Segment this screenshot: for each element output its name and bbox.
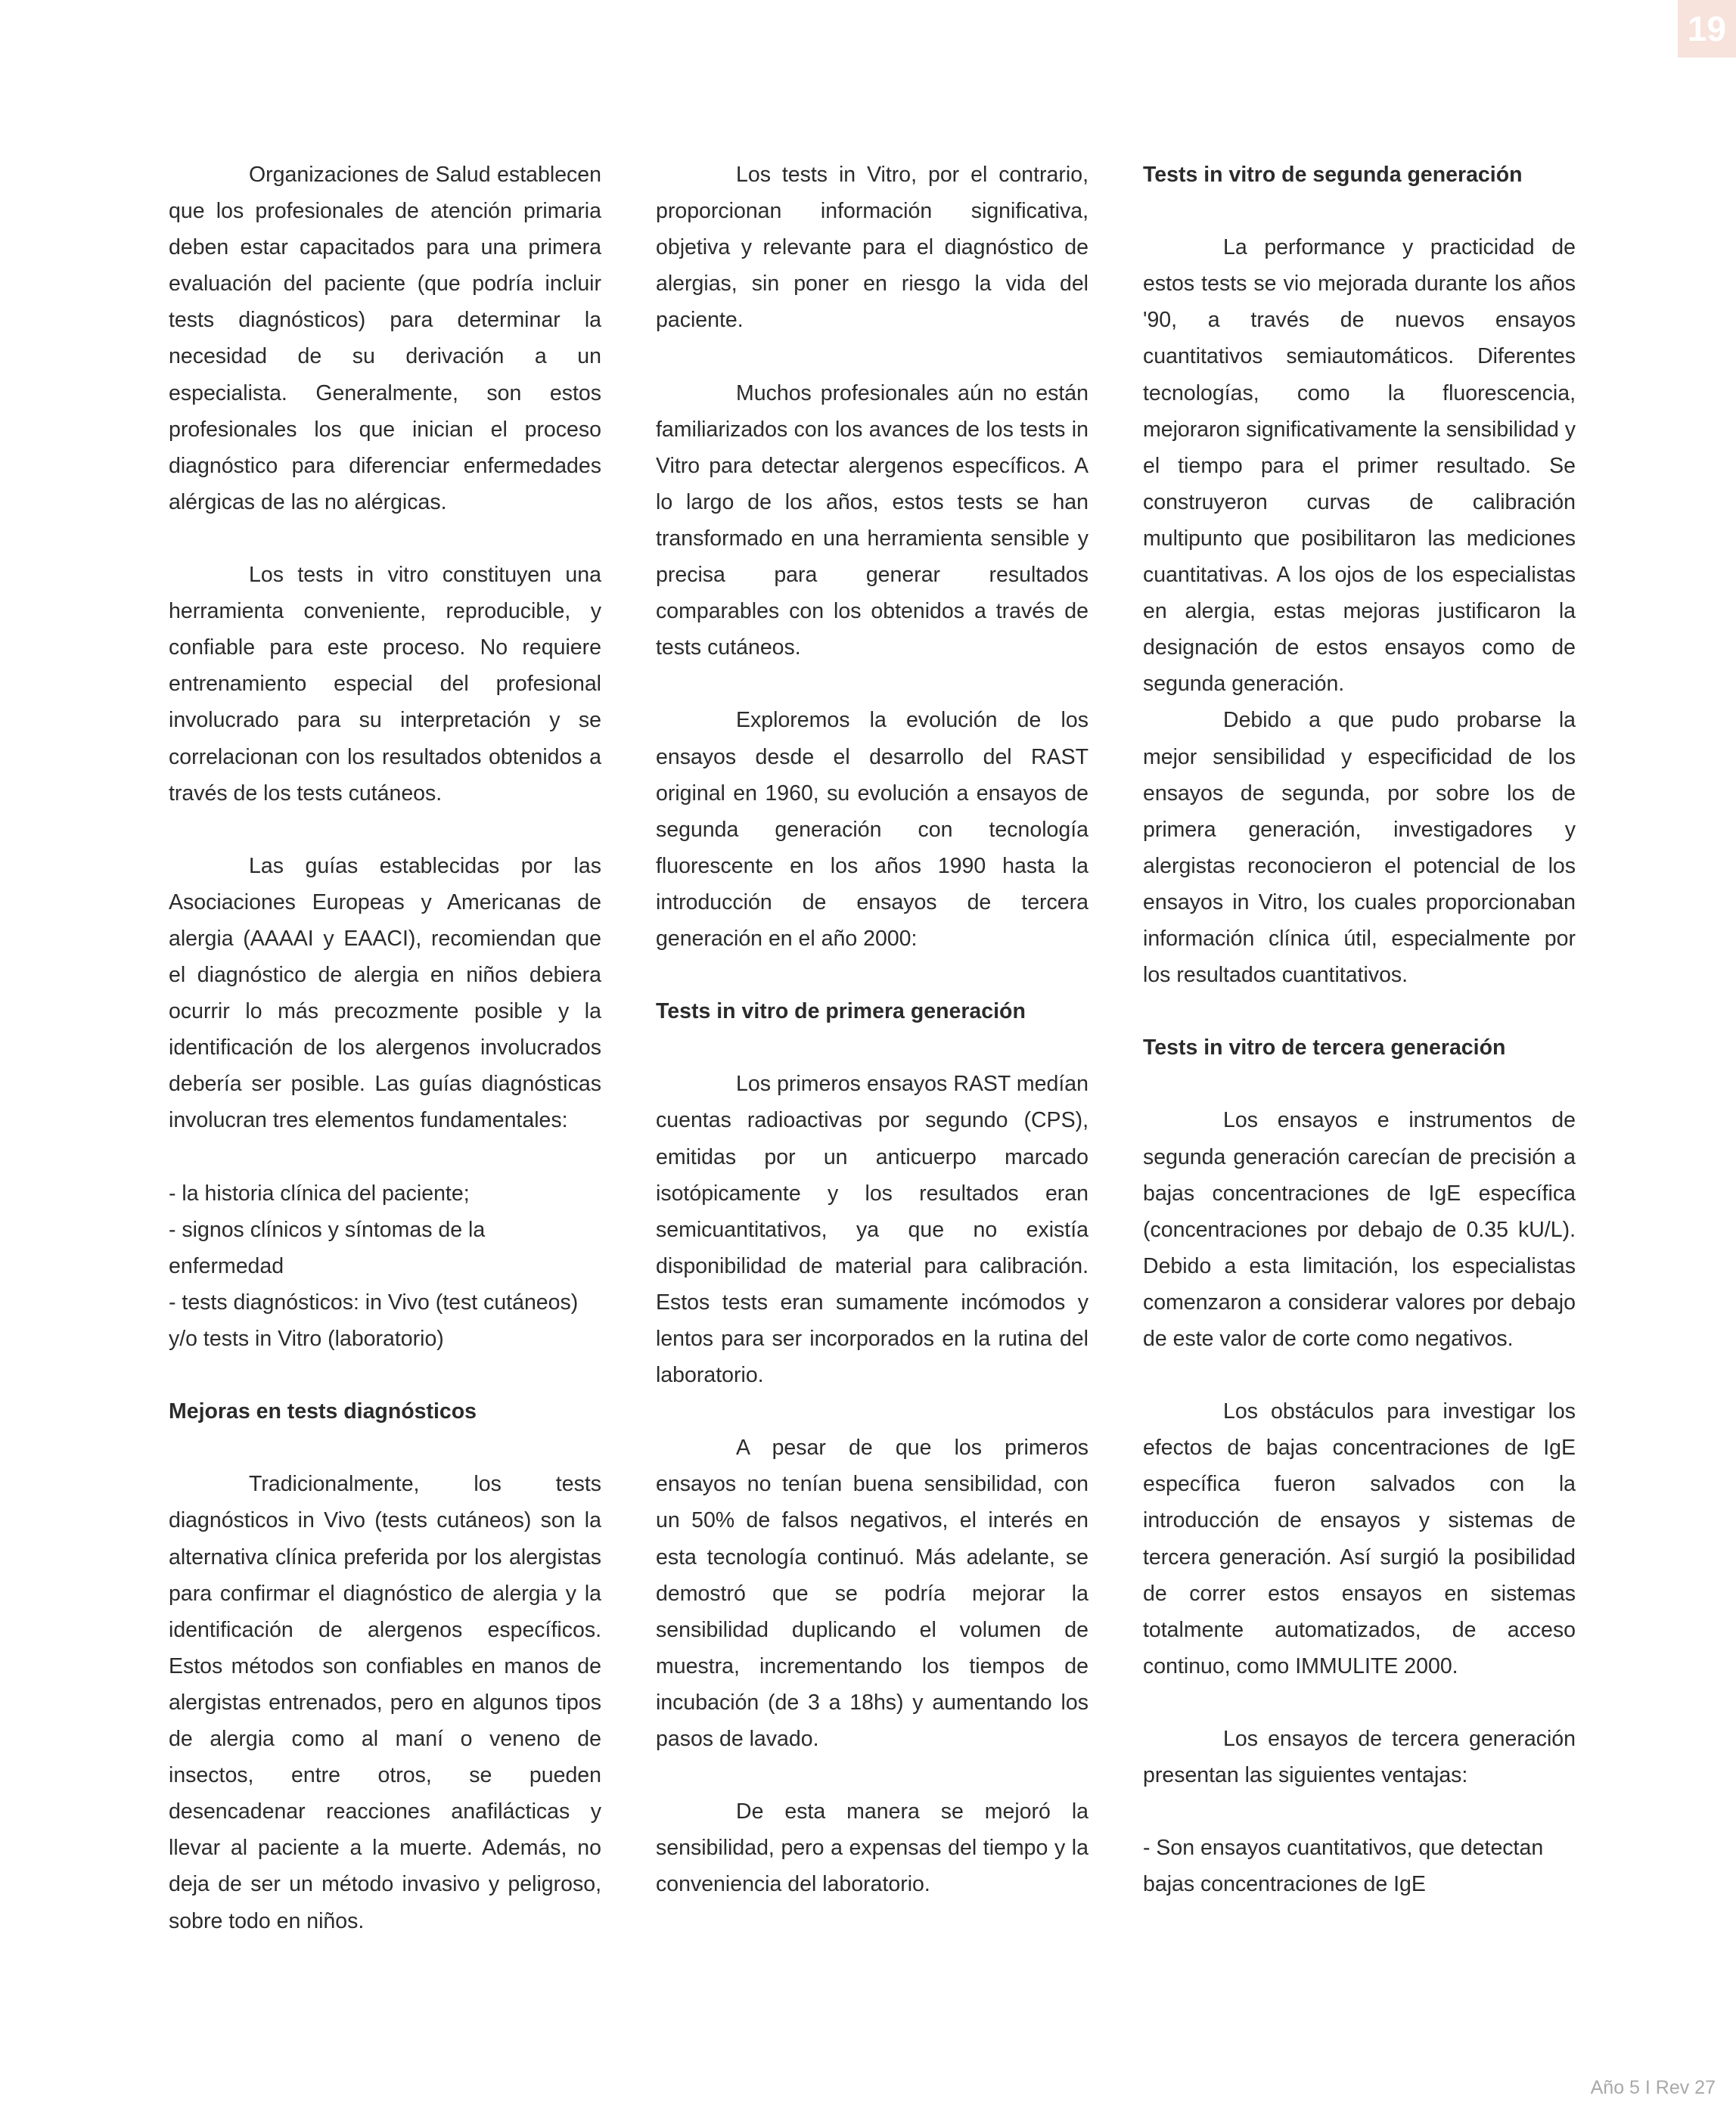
text-column-middle bbox=[656, 157, 1088, 1903]
paragraph: Las guías establecidas por las Asociaciones Europeas y Americanas de alergia (AAAAI y EAACI), recomiendan que el diagnóstico de alergia en niños debiera ocurrir lo más precozmente posible y la identificación de los alergenos involucrados debería ser posible. Las guías diagnósticas involucran tres elementos fundamentales: bbox=[169, 853, 601, 1133]
paragraph: Los ensayos de tercera generación presentan las siguientes ventajas: bbox=[1143, 1727, 1576, 1788]
paragraph: Los ensayos e instrumentos de segunda generación carecían de precisión a bajas concentraciones de IgE específica (concentraciones por debajo de 0.35 kU/L). Debido a esta limitación, los especialistas comenzaron a considerar valores por debajo de este valor de corte como negativos. bbox=[1143, 1108, 1576, 1351]
paragraph: Muchos profesionales aún no están familiarizados con los avances de los tests in Vitro para detectar alergenos específicos. A lo largo de los años, estos tests se han transformado en una herramienta sensible y precisa para generar resultados comparables con los obtenidos a través de tests cutáneos. bbox=[656, 380, 1088, 660]
paragraph: Los obstáculos para investigar los efectos de bajas concentraciones de IgE específica fueron salvados con la introducción de ensayos y sistemas de tercera generación. Así surgió la posibilidad de correr estos ensayos en sistemas totalmente automatizados, de acceso continuo, como IMMULITE 2000. bbox=[1143, 1399, 1576, 1678]
paragraph: Los tests in Vitro, por el contrario, proporcionan información significativa, objetiva y relevante para el diagnóstico de alergias, sin poner en riesgo la vida del paciente. bbox=[656, 163, 1088, 333]
list-item: - signos clínicos y síntomas de la enfermedad bbox=[169, 1217, 486, 1278]
paragraph: Organizaciones de Salud establecen que los profesionales de atención primaria deben estar capacitados para una primera evaluación del paciente (que podría incluir tests diagnósticos) para determinar la necesidad de su derivación a un especialista. Generalmente, son estos profesionales los que inician el proceso diagnóstico para diferenciar enfermedades alérgicas de las no alérgicas. bbox=[169, 163, 601, 514]
paragraph: Los primeros ensayos RAST medían cuentas radioactivas por segundo (CPS), emitidas por un anticuerpo marcado isotópicamente y los resultados eran semicuantitativos, ya que no existía disponibilidad de material para calibración. Estos tests eran sumamente incómodos y lentos para ser incorporados en la rutina del laboratorio. bbox=[656, 1072, 1088, 1388]
list-item: - Son ensayos cuantitativos, que detectan bajas concentraciones de IgE bbox=[1143, 1836, 1544, 1897]
section-heading: Tests in vitro de primera generación bbox=[656, 999, 1026, 1024]
paragraph: La performance y practicidad de estos tests se vio mejorada durante los años '90, a través de nuevos ensayos cuantitativos semiautomáticos. Diferentes tecnologías, como la fluorescencia, mejoraron significativamente la sensibilidad y el tiempo para el primer resultado. Se construyeron curvas de calibración multipunto que posibilitaron las mediciones cuantitativas. A los ojos de los especialistas en alergia, estas mejoras justificaron la designación de estos ensayos como de segunda generación. bbox=[1143, 235, 1576, 697]
section-heading: Tests in vitro de segunda generación bbox=[1143, 163, 1523, 187]
text-column-right bbox=[1143, 157, 1576, 1903]
paragraph: De esta manera se mejoró la sensibilidad, pero a expensas del tiempo y la conveniencia del laboratorio. bbox=[656, 1799, 1088, 1897]
text-column-left bbox=[169, 157, 601, 1939]
list-item: - la historia clínica del paciente; bbox=[169, 1181, 470, 1206]
footer-issue-label: Año 5 I Rev 27 bbox=[1590, 2077, 1716, 2098]
paragraph: Exploremos la evolución de los ensayos desde el desarrollo del RAST original en 1960, su evolución a ensayos de segunda generación con tecnología fluorescente en los años 1990 hasta la introducción de ensayos de tercera generación en el año 2000: bbox=[656, 708, 1088, 951]
section-heading: Tests in vitro de tercera generación bbox=[1143, 1035, 1506, 1060]
paragraph: Debido a que pudo probarse la mejor sensibilidad y especificidad de los ensayos de segunda, por sobre los de primera generación, investigadores y alergistas reconocieron el potencial de los ensayos in Vitro, los cuales proporcionaban información clínica útil, especialmente por los resultados cuantitativos. bbox=[1143, 708, 1576, 988]
page-number-badge: 19 bbox=[1678, 0, 1736, 57]
paragraph: Los tests in vitro constituyen una herramienta conveniente, reproducible, y confiable para este proceso. No requiere entrenamiento especial del profesional involucrado para su interpretación y se correlacionan con los resultados obtenidos a través de los tests cutáneos. bbox=[169, 563, 601, 806]
section-heading: Mejoras en tests diagnósticos bbox=[169, 1399, 477, 1424]
paragraph: A pesar de que los primeros ensayos no tenían buena sensibilidad, con un 50% de falsos negativos, el interés en esta tecnología continuó. Más adelante, se demostró que se podría mejorar la sensibilidad duplicando el volumen de muestra, incrementando los tiempos de incubación (de 3 a 18hs) y aumentando los pasos de lavado. bbox=[656, 1436, 1088, 1752]
paragraph: Tradicionalmente, los tests diagnósticos in Vivo (tests cutáneos) son la alternativa clínica preferida por los alergistas para confirmar el diagnóstico de alergia y la identificación de alergenos específicos. Estos métodos son confiables en manos de alergistas entrenados, pero en algunos tipos de alergia como al maní o veneno de insectos, entre otros, se pueden desencadenar reacciones anafilácticas y llevar al paciente a la muerte. Además, no deja de ser un método invasivo y peligroso, sobre todo en niños. bbox=[169, 1472, 601, 1933]
list-item: - tests diagnósticos: in Vivo (test cutáneos) y/o tests in Vitro (laboratorio) bbox=[169, 1290, 579, 1351]
